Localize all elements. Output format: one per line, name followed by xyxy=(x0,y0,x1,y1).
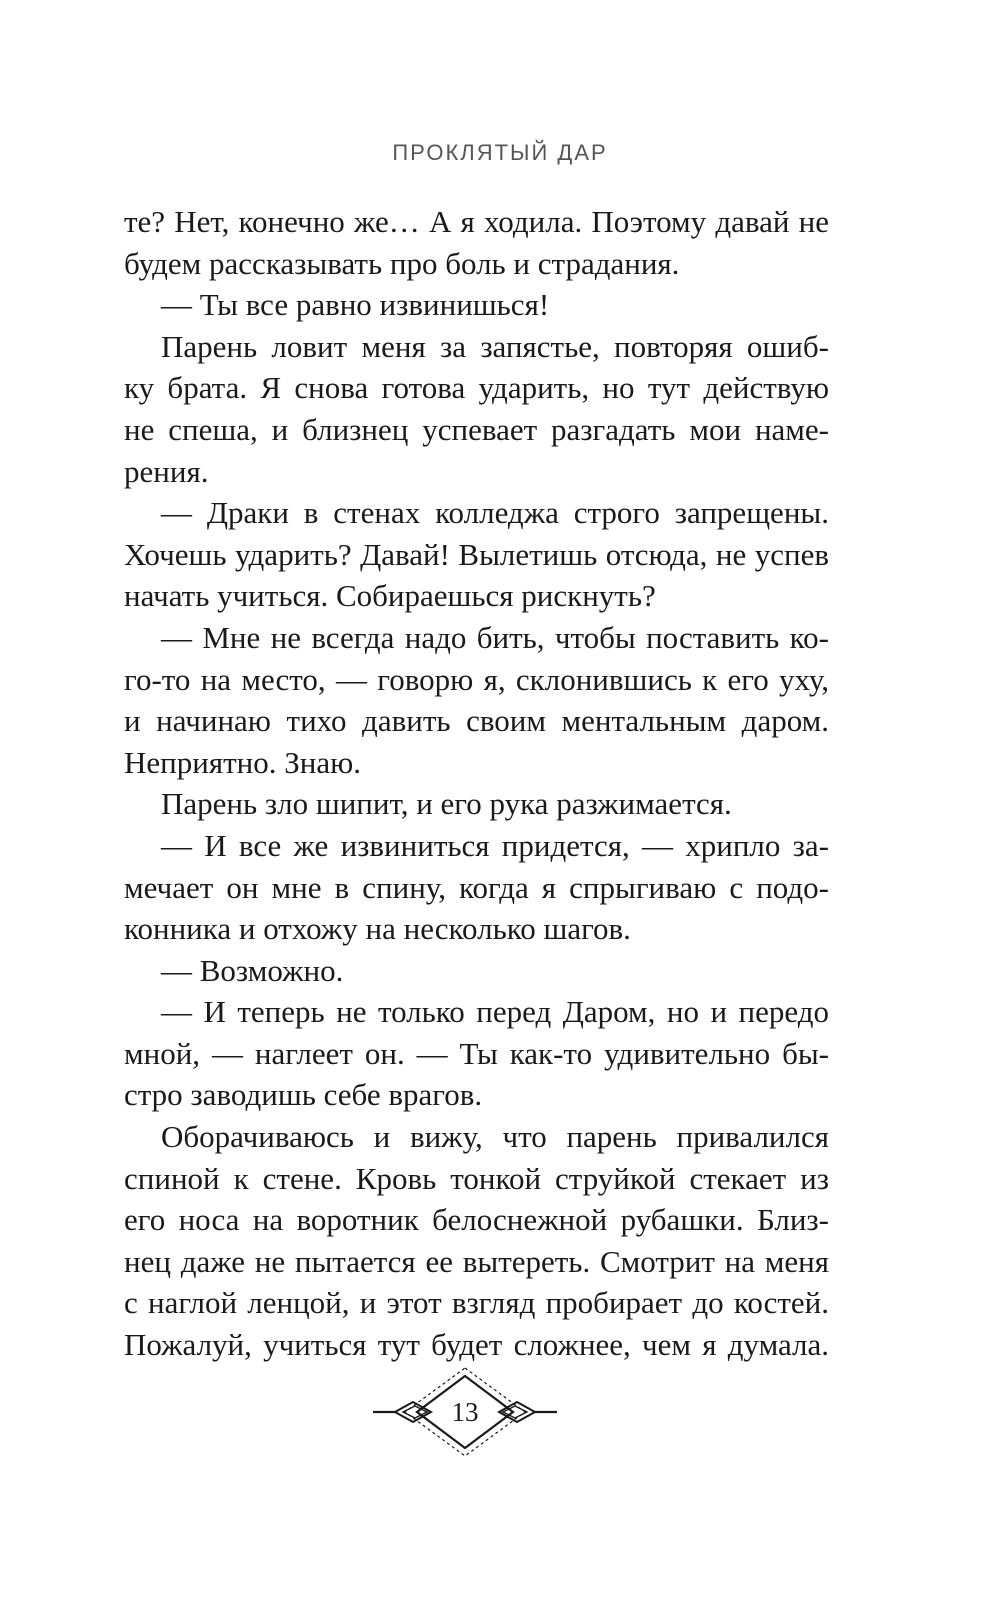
text-line: стро заводишь себе врагов. xyxy=(124,1077,483,1113)
page-number: 13 xyxy=(451,1397,479,1427)
text-line: Хочешь ударить? Давай! Вылетишь отсюда, не успев xyxy=(124,536,829,572)
text-line: — И все же извиниться придется, — хрипло за- xyxy=(161,827,829,863)
text-line: — Мне не всегда надо бить, чтобы поставить ко- xyxy=(161,619,829,655)
running-head: ПРОКЛЯТЫЙ ДАР xyxy=(392,140,608,165)
text-line: — И теперь не только перед Даром, но и передо xyxy=(161,994,829,1030)
text-line: его носа на воротник белоснежной рубашки. Близ- xyxy=(124,1202,829,1238)
text-line: будем рассказывать про боль и страдания. xyxy=(124,245,680,281)
text-line: рения. xyxy=(124,453,209,489)
text-line: и начинаю тихо давить своим ментальным даром. xyxy=(124,703,829,739)
text-line: Оборачиваюсь и вижу, что парень привалился xyxy=(161,1119,829,1155)
text-line: го-то на место, — говорю я, склонившись к его уху, xyxy=(124,661,829,697)
text-line: начать учиться. Собираешься рискнуть? xyxy=(124,578,656,614)
text-line: спиной к стене. Кровь тонкой струйкой стекает из xyxy=(124,1160,829,1196)
text-line: конника и отхожу на несколько шагов. xyxy=(124,911,631,947)
body-text xyxy=(124,201,829,1366)
text-line: мечает он мне в спину, когда я спрыгиваю с подо- xyxy=(124,869,829,905)
text-line: — Драки в стенах колледжа строго запрещены. xyxy=(161,495,829,531)
text-line: — Возможно. xyxy=(161,952,344,988)
text-line: с наглой ленцой, и этот взгляд пробирает до костей. xyxy=(124,1285,829,1321)
text-line: те? Нет, конечно же… А я ходила. Поэтому давай не xyxy=(124,204,829,239)
text-line: — Ты все равно извинишься! xyxy=(161,287,550,323)
text-line: ку брата. Я снова готова ударить, но тут действую xyxy=(124,370,829,406)
text-line: Пожалуй, учиться тут будет сложнее, чем я думала. xyxy=(124,1327,829,1363)
text-line: Парень зло шипит, и его рука разжимается. xyxy=(161,786,732,822)
text-line: мной, — наглеет он. — Ты как-то удивительно бы- xyxy=(124,1035,829,1071)
page-folio xyxy=(373,1366,557,1458)
text-line: Неприятно. Знаю. xyxy=(124,744,362,780)
text-line: нец даже не пытается ее вытереть. Смотрит на меня xyxy=(124,1243,829,1279)
text-line: Парень ловит меня за запястье, повторяя ошиб- xyxy=(161,328,829,364)
text-line: не спеша, и близнец успевает разгадать мои наме- xyxy=(124,411,829,447)
